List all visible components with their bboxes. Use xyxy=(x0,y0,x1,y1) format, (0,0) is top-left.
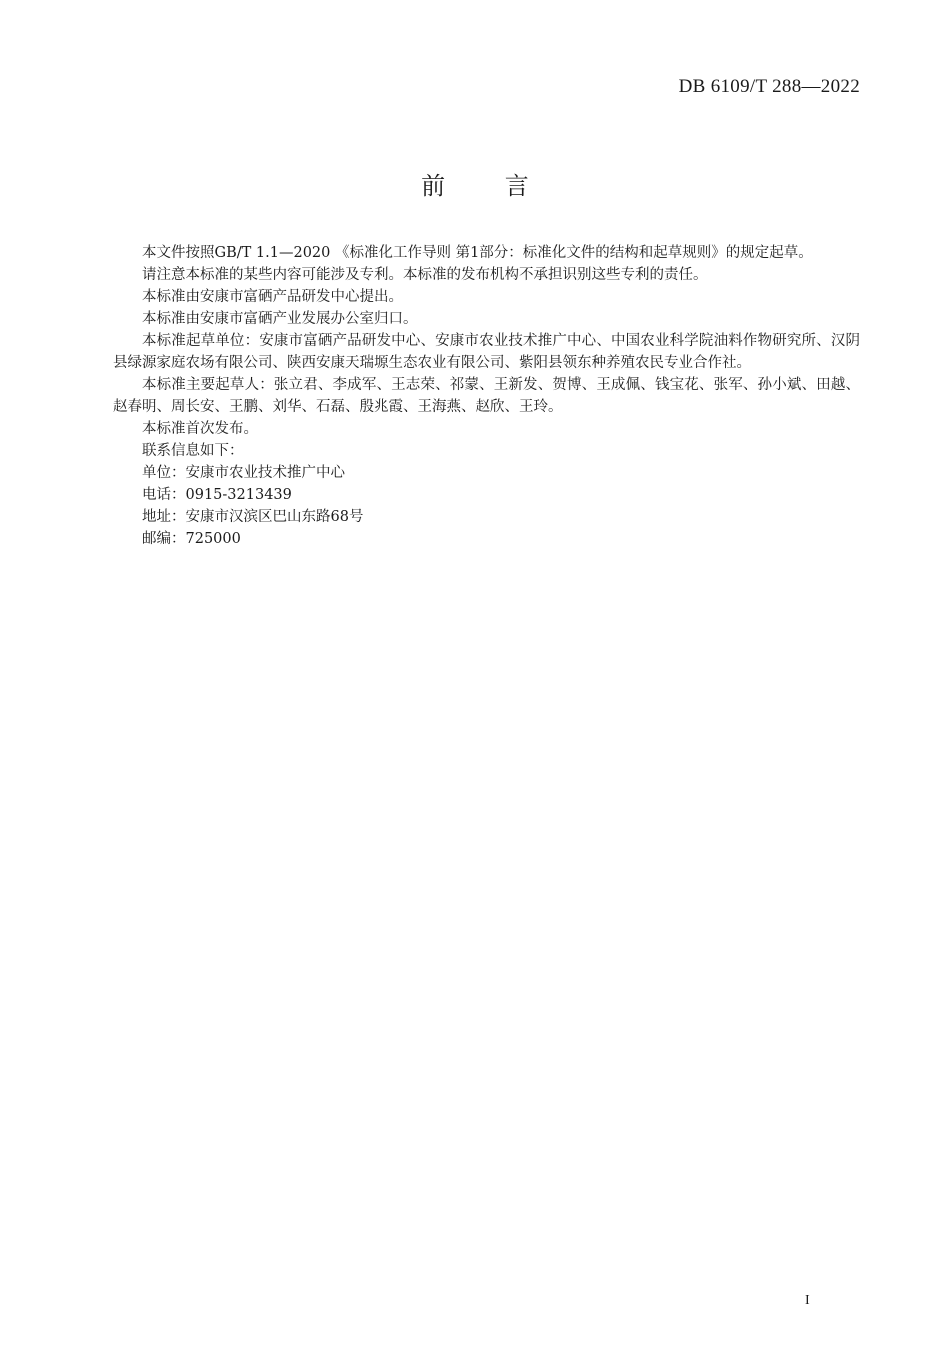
contact-unit: 单位：安康市农业技术推广中心 xyxy=(142,465,345,481)
contact-phone: 电话：0915-3213439 xyxy=(142,487,292,503)
paragraph-administrator: 本标准由安康市富硒产业发展办公室归口。 xyxy=(142,311,418,327)
contact-postcode: 邮编：725000 xyxy=(142,531,241,547)
contact-address: 地址：安康市汉滨区巴山东路68号 xyxy=(142,509,364,525)
preface-body xyxy=(113,242,860,550)
paragraph-proposer: 本标准由安康市富硒产品研发中心提出。 xyxy=(142,289,403,305)
paragraph-patent-notice: 请注意本标准的某些内容可能涉及专利。本标准的发布机构不承担识别这些专利的责任。 xyxy=(142,267,708,283)
standard-number: DB 6109/T 288—2022 xyxy=(678,76,860,97)
paragraph-contact-intro: 联系信息如下： xyxy=(142,443,244,459)
page-number: I xyxy=(805,1293,810,1308)
paragraph-drafting-units: 本标准起草单位：安康市富硒产品研发中心、安康市农业技术推广中心、中国农业科学院油料作物研究所、汉阴县绿源家庭农场有限公司、陕西安康天瑞塬生态农业有限公司、紫阳县领东种养殖农民专业合作社。 xyxy=(113,333,860,371)
paragraph-drafting-basis: 本文件按照GB/T 1.1—2020 《标准化工作导则 第1部分：标准化文件的结构和起草规则》的规定起草。 xyxy=(142,245,813,261)
paragraph-first-release: 本标准首次发布。 xyxy=(142,421,258,437)
page-title: 前 言 xyxy=(421,172,555,200)
paragraph-main-drafters: 本标准主要起草人：张立君、李成军、王志荣、祁蒙、王新发、贺博、王成佩、钱宝花、张军、孙小斌、田越、赵春明、周长安、王鹏、刘华、石磊、殷兆霞、王海燕、赵欣、王玲。 xyxy=(113,377,860,415)
